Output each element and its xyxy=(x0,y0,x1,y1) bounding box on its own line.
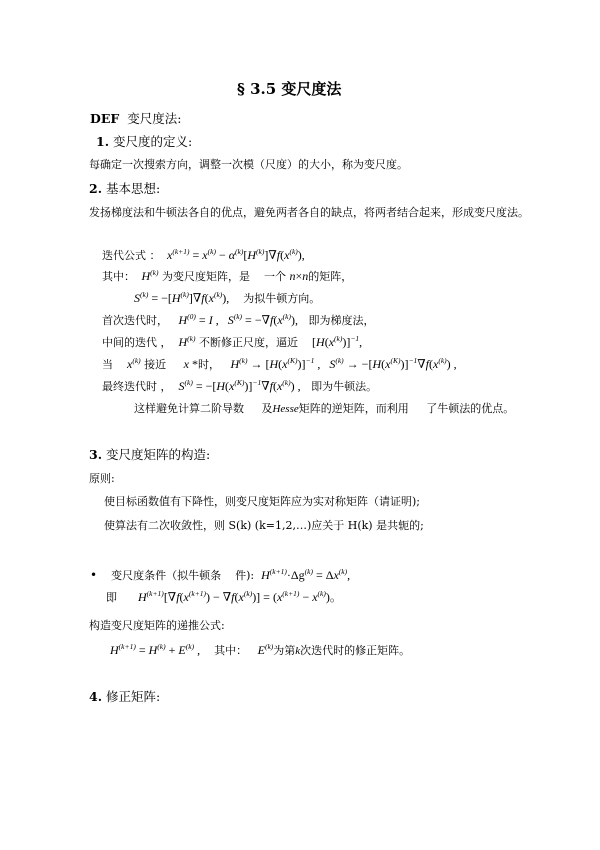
formula-1: $x^{(k+1)} = x^{(k)} - \alpha^{(k)}[H^{(k)}]\nabla f(x^{(k)})$, xyxy=(167,247,305,262)
section-2-body: 发扬梯度法和牛顿法各自的优点，避免两者各自的缺点，将两者结合起来，形成变尺度法。 xyxy=(89,206,529,219)
recurrence-intro: 构造变尺度矩阵的递推公式: xyxy=(89,619,225,632)
middle-iteration: 中间的迭代 ， $H^{(k)}$ 不断修正尺度，逼近 $[H(x^{(k)})]^{-1}$, xyxy=(102,334,363,349)
def-text: 变尺度法: xyxy=(127,111,182,126)
principle-label: 原则: xyxy=(89,472,115,485)
first-iteration: 首次迭代时， $H^{(0)} = I$ , $S^{(k)} = -\nabla f(x^{(k)})$, 即为梯度法， xyxy=(102,312,375,327)
def-heading xyxy=(90,113,181,126)
principle-rule-1: 使目标函数值有下降性，则变尺度矩阵应为实对称矩阵（请证明); xyxy=(104,495,420,508)
section-1-body: 每确定一次搜索方向，调整一次模（尺度）的大小，称为变尺度。 xyxy=(89,158,408,171)
section-3-heading: 3. 变尺度矩阵的构造: xyxy=(89,447,211,462)
section-4-heading: 4. 修正矩阵: xyxy=(89,689,161,704)
quasi-newton-direction: $S^{(k)} = -[H^{(k)}]\nabla f(x^{(k)})$, 为拟牛顿方向。 xyxy=(134,290,321,305)
iteration-formula: 迭代公式 ： $x^{(k+1)} = x^{(k)} - \alpha^{(k)}[H^{(k)}]\nabla f(x^{(k)})$, xyxy=(102,247,305,262)
qn-condition: • 变尺度条件（拟牛顿条 件): $H^{(k+1)}\cdot\Delta g^{(k)} = \Delta x^{(k)}$, xyxy=(90,567,351,582)
iteration-where: 其中： $H^{(k)}$ 为变尺度矩阵，是 一个 n×n的矩阵， xyxy=(102,268,353,283)
section-2-heading: 2. 基本思想: xyxy=(89,181,161,196)
final-iteration: 最终迭代时 ， $S^{(k)} = -[H(x^{(K)})]^{-1}\nabla f(x^{(k)})$ , 即为牛顿法。 xyxy=(102,378,378,393)
recurrence-formula: $H^{(k+1)} = H^{(k)} + E^{(k)}$ , 其中： $E^{(k)}$为第k次迭代时的修正矩阵。 xyxy=(110,642,411,657)
def-label: DEF xyxy=(90,111,120,126)
approach-condition: 当 $x^{(k)}$ 接近 x *时， $H^{(k)} \to [H(x^{(K)})]^{-1}$ , $S^{(k)} \to -[H(x^{(K)})]^{-1}\nabla f(x^{(k)})$ , xyxy=(102,356,457,371)
qn-condition-expanded: 即 $H^{(k+1)}[\nabla f(x^{(k+1)}) - \nabla f(x^{(k)})] = (x^{(k+1)} - x^{(k)})$。 xyxy=(106,589,342,604)
bullet-icon: • xyxy=(90,568,98,582)
page-title: § 3.5 变尺度法 xyxy=(237,80,342,98)
section-1-heading: 1. 变尺度的定义: xyxy=(96,134,193,149)
summary-line: 这样避免计算二阶导数 及Hesse矩阵的逆矩阵，而利用 了牛顿法的优点。 xyxy=(134,402,515,415)
principle-rule-2: 使算法有二次收敛性，则 S(k) (k=1,2,…)应关于 H(k) 是共轭的; xyxy=(104,519,424,532)
